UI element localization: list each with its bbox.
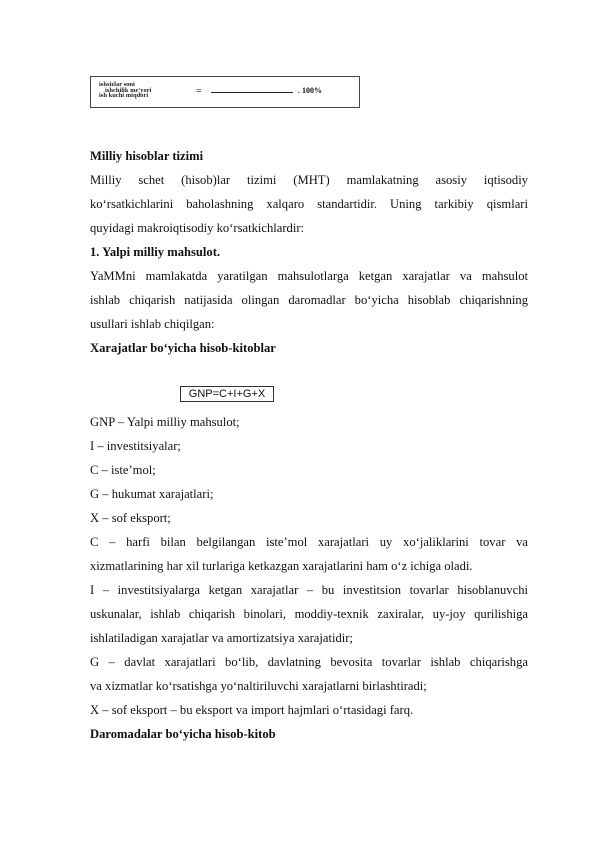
def-investment: I – investitsiyalar;: [90, 439, 181, 453]
para1-line2: ko‘rsatkichlarini baholashning xalqaro standartidir. Uning tarkibiy qismlari: [90, 197, 528, 211]
para3-line2: xizmatlarining har xil turlariga ketkazgan xarajatlarini ham o‘z ichiga oladi.: [90, 559, 473, 573]
def-gnp: GNP – Yalpi milliy mahsulot;: [90, 415, 240, 429]
formula-label-unemployed: ishsizlar soni: [99, 81, 135, 88]
formula-percent: . 100%: [298, 86, 322, 95]
para4-line3: ishlatiladigan xarajatlar va amortizatsiya xarajatidir;: [90, 631, 353, 645]
para1-line3: quyidagi makroiqtisodiy ko‘rsatkichlardir:: [90, 221, 305, 235]
heading-income: Daromadalar bo‘yicha hisob-kitob: [90, 727, 276, 741]
para6: X – sof eksport – bu eksport va import hajmlari o‘rtasidagi farq.: [90, 703, 414, 717]
heading-national-accounts: Milliy hisoblar tizimi: [90, 149, 204, 163]
formula-image: [90, 76, 360, 108]
para2-line3: usullari ishlab chiqilgan:: [90, 317, 215, 331]
heading-expenditure: Xarajatlar bo‘yicha hisob-kitoblar: [90, 341, 276, 355]
def-net-export: X – sof eksport;: [90, 511, 171, 525]
def-government: G – hukumat xarajatlari;: [90, 487, 214, 501]
formula-equals: =: [196, 86, 202, 97]
gnp-equation: GNP=C+I+G+X: [180, 386, 274, 402]
para2-line2: ishlab chiqarish natijasida olingan daromadlar bo‘yicha hisoblab chiqarishning: [90, 293, 528, 307]
formula-label-norm: ishchilik me'yori: [105, 87, 152, 94]
para5-line2: va xizmatlar ko‘rsatishga yo‘naltiriluvchi xarajatlarni birlashtiradi;: [90, 679, 427, 693]
para2-line1: YaMMni mamlakatda yaratilgan mahsulotlarga ketgan xarajatlar va mahsulot: [90, 269, 528, 283]
para4-line1: I – investitsiyalarga ketgan xarajatlar – bu investitsion tovarlar hisoblanuvchi: [90, 583, 528, 597]
heading-gnp: 1. Yalpi milliy mahsulot.: [90, 245, 221, 259]
para5-line1: G – davlat xarajatlari bo‘lib, davlatning bevosita tovarlar ishlab chiqarishga: [90, 655, 528, 669]
def-consumption: C – iste’mol;: [90, 463, 156, 477]
para4-line2: uskunalar, ishlab chiqarish binolari, moddiy-texnik zaxiralar, uy-joy qurilishiga: [90, 607, 528, 621]
formula-label-labor-force: ish kuchi miqdori: [99, 92, 149, 99]
para1-line1: Milliy schet (hisob)lar tizimi (MHT) mamlakatning asosiy iqtisodiy: [90, 173, 528, 187]
fraction-line: [211, 92, 293, 93]
para3-line1: C – harfi bilan belgilangan iste’mol xarajatlari uy xo‘jaliklarini tovar va: [90, 535, 528, 549]
